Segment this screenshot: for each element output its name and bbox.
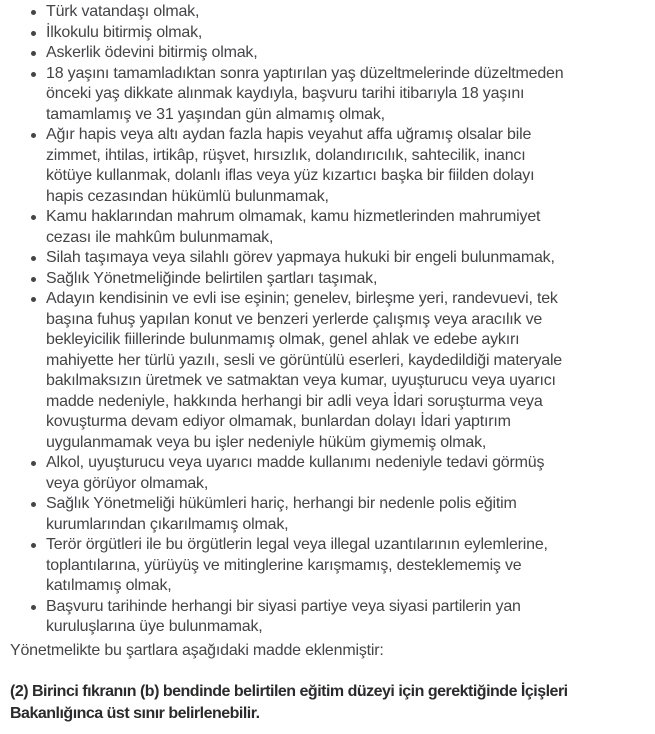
- requirement-line: zimmet, ihtilas, irtikâp, rüşvet, hırsızlık, dolandırıcılık, sahtecilik, inancı: [46, 146, 526, 164]
- requirement-line: kovuşturma devam ediyor olmamak, bunlardan dolayı İdari yaptırım: [46, 413, 511, 430]
- requirement-item: [10, 453, 647, 494]
- requirement-line: Ağır hapis veya altı aydan fazla hapis veyahut affa uğramış olsalar bile: [46, 126, 532, 143]
- requirements-list: [10, 2, 647, 638]
- requirement-line: toplantılarına, yürüyüş ve mitinglerine karışmamış, desteklememiş ve: [46, 556, 522, 574]
- requirement-line: cezası ile mahkûm bulunmamak,: [46, 228, 274, 246]
- amendment-line: (2) Birinci fıkranın (b) bendinde belirtilen eğitim düzeyi için gerektiğinde İçişleri: [10, 683, 568, 700]
- requirement-item: [10, 269, 647, 290]
- requirement-line: İlkokulu bitirmiş olmak,: [46, 23, 203, 41]
- requirement-line: kuruluşlarına üye bulunmamak,: [46, 618, 263, 635]
- requirement-line: Kamu haklarından mahrum olmamak, kamu hizmetlerinden mahrumiyet: [46, 208, 541, 225]
- requirement-line: Türk vatandaşı olmak,: [46, 3, 200, 20]
- requirement-line: uygulanmamak veya bu işler nedeniyle hüküm giymemiş olmak,: [46, 433, 487, 451]
- requirement-line: madde nedeniyle, hakkında herhangi bir adli veya İdari soruşturma veya: [46, 392, 543, 410]
- requirement-item: [10, 494, 647, 535]
- requirement-item: [10, 289, 647, 453]
- requirement-line: Silah taşımaya veya silahlı görev yapmaya hukuki bir engeli bulunmamak,: [46, 249, 555, 266]
- amendment-paragraph: [10, 681, 647, 724]
- requirement-line: bekleyicilik fiillerinde bulunmamış olmak, genel ahlak ve edebe aykırı: [46, 331, 520, 348]
- requirement-item: [10, 597, 647, 638]
- requirement-line: tamamlamış ve 31 yaşından gün almamış olmak,: [46, 105, 385, 123]
- requirement-item: [10, 23, 647, 44]
- requirement-line: Sağlık Yönetmeliğinde belirtilen şartları taşımak,: [46, 269, 378, 287]
- requirement-line: katılmamış olmak,: [46, 577, 172, 594]
- requirement-line: 18 yaşını tamamladıktan sonra yaptırılan yaş düzeltmelerinde düzeltmeden: [46, 64, 564, 82]
- requirement-item: [10, 535, 647, 597]
- amendment-line: Bakanlığınca üst sınır belirlenebilir.: [10, 704, 260, 722]
- requirement-line: mahiyette her türlü yazılı, sesli ve görüntülü eserleri, kaydedildiği materyale: [46, 351, 563, 369]
- requirement-line: Terör örgütleri ile bu örgütlerin legal veya illegal uzantılarının eylemlerine,: [46, 536, 548, 553]
- requirement-line: bakılmaksızın üretmek ve satmaktan veya kumar, uyuşturucu veya uyarıcı: [46, 372, 556, 389]
- requirement-item: [10, 64, 647, 126]
- requirement-line: Sağlık Yönetmeliği hükümleri hariç, herhangi bir nedenle polis eğitim: [46, 495, 517, 512]
- requirement-item: [10, 125, 647, 207]
- requirement-line: hapis cezasından hükümlü bulunmamak,: [46, 187, 329, 205]
- requirement-line: Adayın kendisinin ve evli ise eşinin; genelev, birleşme yeri, randevuevi, tek: [46, 290, 558, 307]
- requirement-item: [10, 43, 647, 64]
- requirement-line: veya görüyor olmamak,: [46, 474, 209, 492]
- requirement-line: Askerlik ödevini bitirmiş olmak,: [46, 44, 258, 61]
- requirement-line: Alkol, uyuşturucu veya uyarıcı madde kullanımı nedeniyle tedavi görmüş: [46, 454, 545, 471]
- requirement-line: kötüye kullanmak, dolanlı iflas veya yüz kızartıcı başka bir fiilden dolayı: [46, 167, 535, 184]
- requirement-item: [10, 248, 647, 269]
- closing-paragraph: Yönetmelikte bu şartlara aşağıdaki madde eklenmiştir:: [10, 641, 384, 659]
- requirement-item: [10, 2, 647, 23]
- requirement-line: kurumlarından çıkarılmamış olmak,: [46, 515, 289, 533]
- requirement-line: Başvuru tarihinde herhangi bir siyasi partiye veya siyasi partilerin yan: [46, 597, 521, 615]
- requirement-item: [10, 207, 647, 248]
- requirement-line: başına fuhuş yapılan konut ve benzeri yerlerde çalışmış veya aracılık ve: [46, 310, 543, 328]
- requirement-line: önceki yaş dikkate alınmak kaydıyla, başvuru tarihi itibarıyla 18 yaşını: [46, 85, 525, 102]
